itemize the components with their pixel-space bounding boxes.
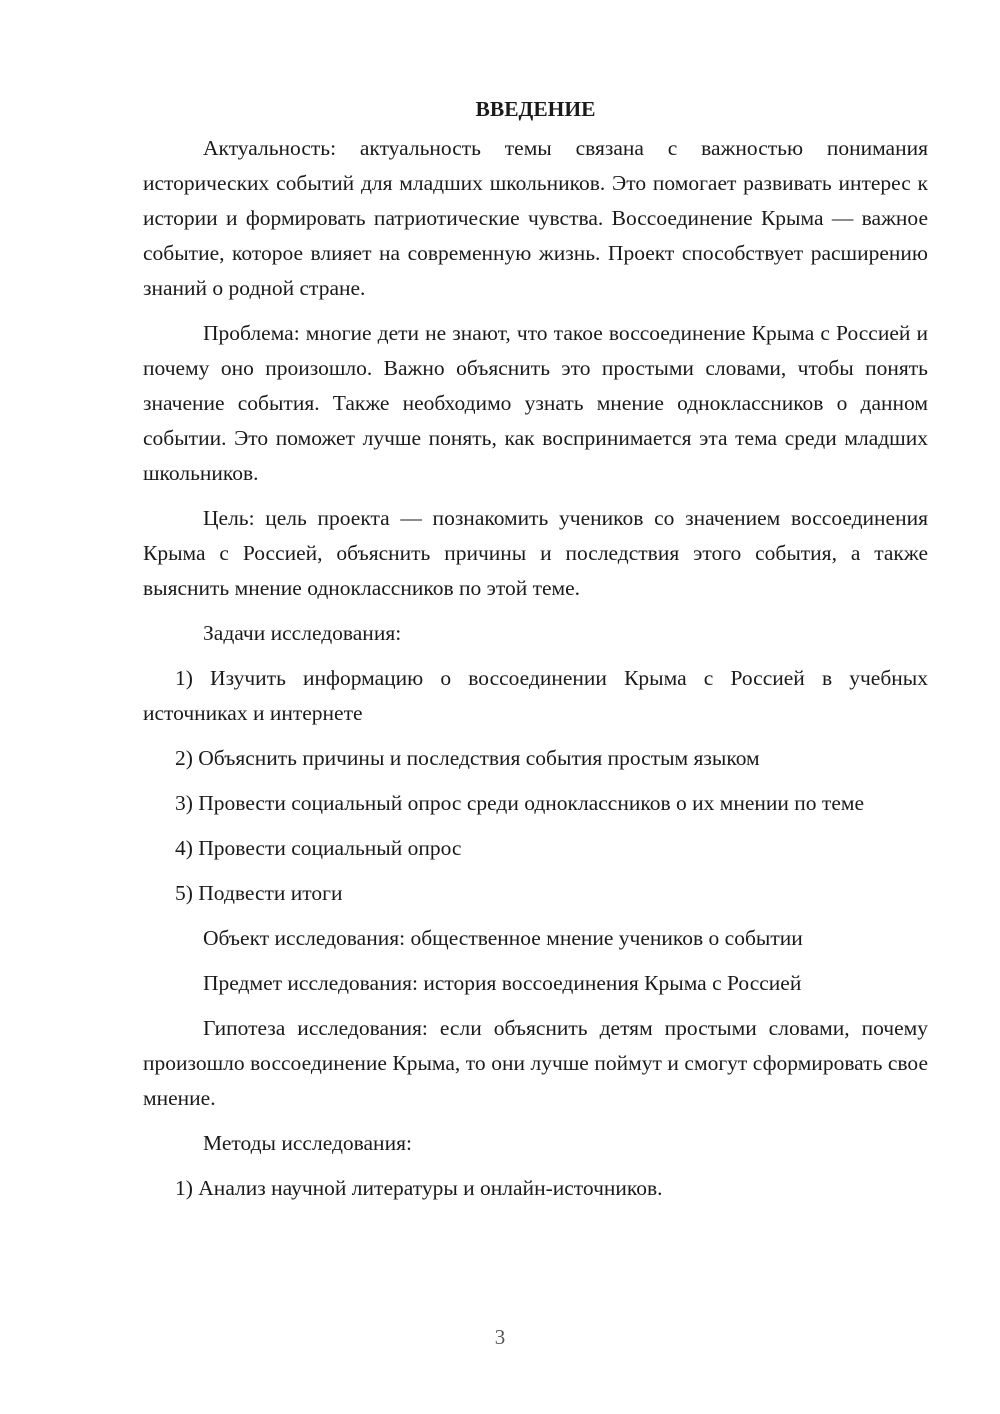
task-item-1: 1) Изучить информацию о воссоединении Крыма с Россией в учебных источниках и интернете [143,666,928,725]
task-item-4: 4) Провести социальный опрос [175,836,462,860]
task-item-5: 5) Подвести итоги [175,881,343,905]
task-item-2: 2) Объяснить причины и последствия события простым языком [175,746,760,770]
relevance-paragraph: Актуальность: актуальность темы связана с важностью понимания исторических событий для младших школьников. Это помогает развивать интерес к истории и формировать патриотические чувства. Воссоединение Крыма — важное событие, которое влияет на современную жизнь. Проект способствует расширению знаний о родной стране. [143,136,928,300]
method-item-1: 1) Анализ научной литературы и онлайн-источников. [175,1176,663,1200]
hypothesis-paragraph: Гипотеза исследования: если объяснить детям простыми словами, почему произошло воссоединение Крыма, то они лучше поймут и смогут сформировать свое мнение. [143,1016,928,1110]
tasks-title: Задачи исследования: [203,621,402,645]
methods-title: Методы исследования: [203,1131,412,1155]
task-item-3: 3) Провести социальный опрос среди одноклассников о их мнении по теме [175,791,865,815]
problem-paragraph: Проблема: многие дети не знают, что такое воссоединение Крыма с Россией и почему оно произошло. Важно объяснить это простыми словами, чтобы понять значение события. Также необходимо узнать мнение одноклассников о данном событии. Это поможет лучше понять, как воспринимается эта тема среди младших школьников. [143,321,928,485]
research-subject: Предмет исследования: история воссоединения Крыма с Россией [203,971,802,995]
section-heading: ВВЕДЕНИЕ [475,97,596,121]
goal-paragraph: Цель: цель проекта — познакомить учеников со значением воссоединения Крыма с Россией, объяснить причины и последствия этого события, а также выяснить мнение одноклассников по этой теме. [143,506,928,600]
document-page [143,92,928,1216]
research-object: Объект исследования: общественное мнение учеников о событии [203,926,803,950]
page-number: 3 [494,1325,506,1349]
